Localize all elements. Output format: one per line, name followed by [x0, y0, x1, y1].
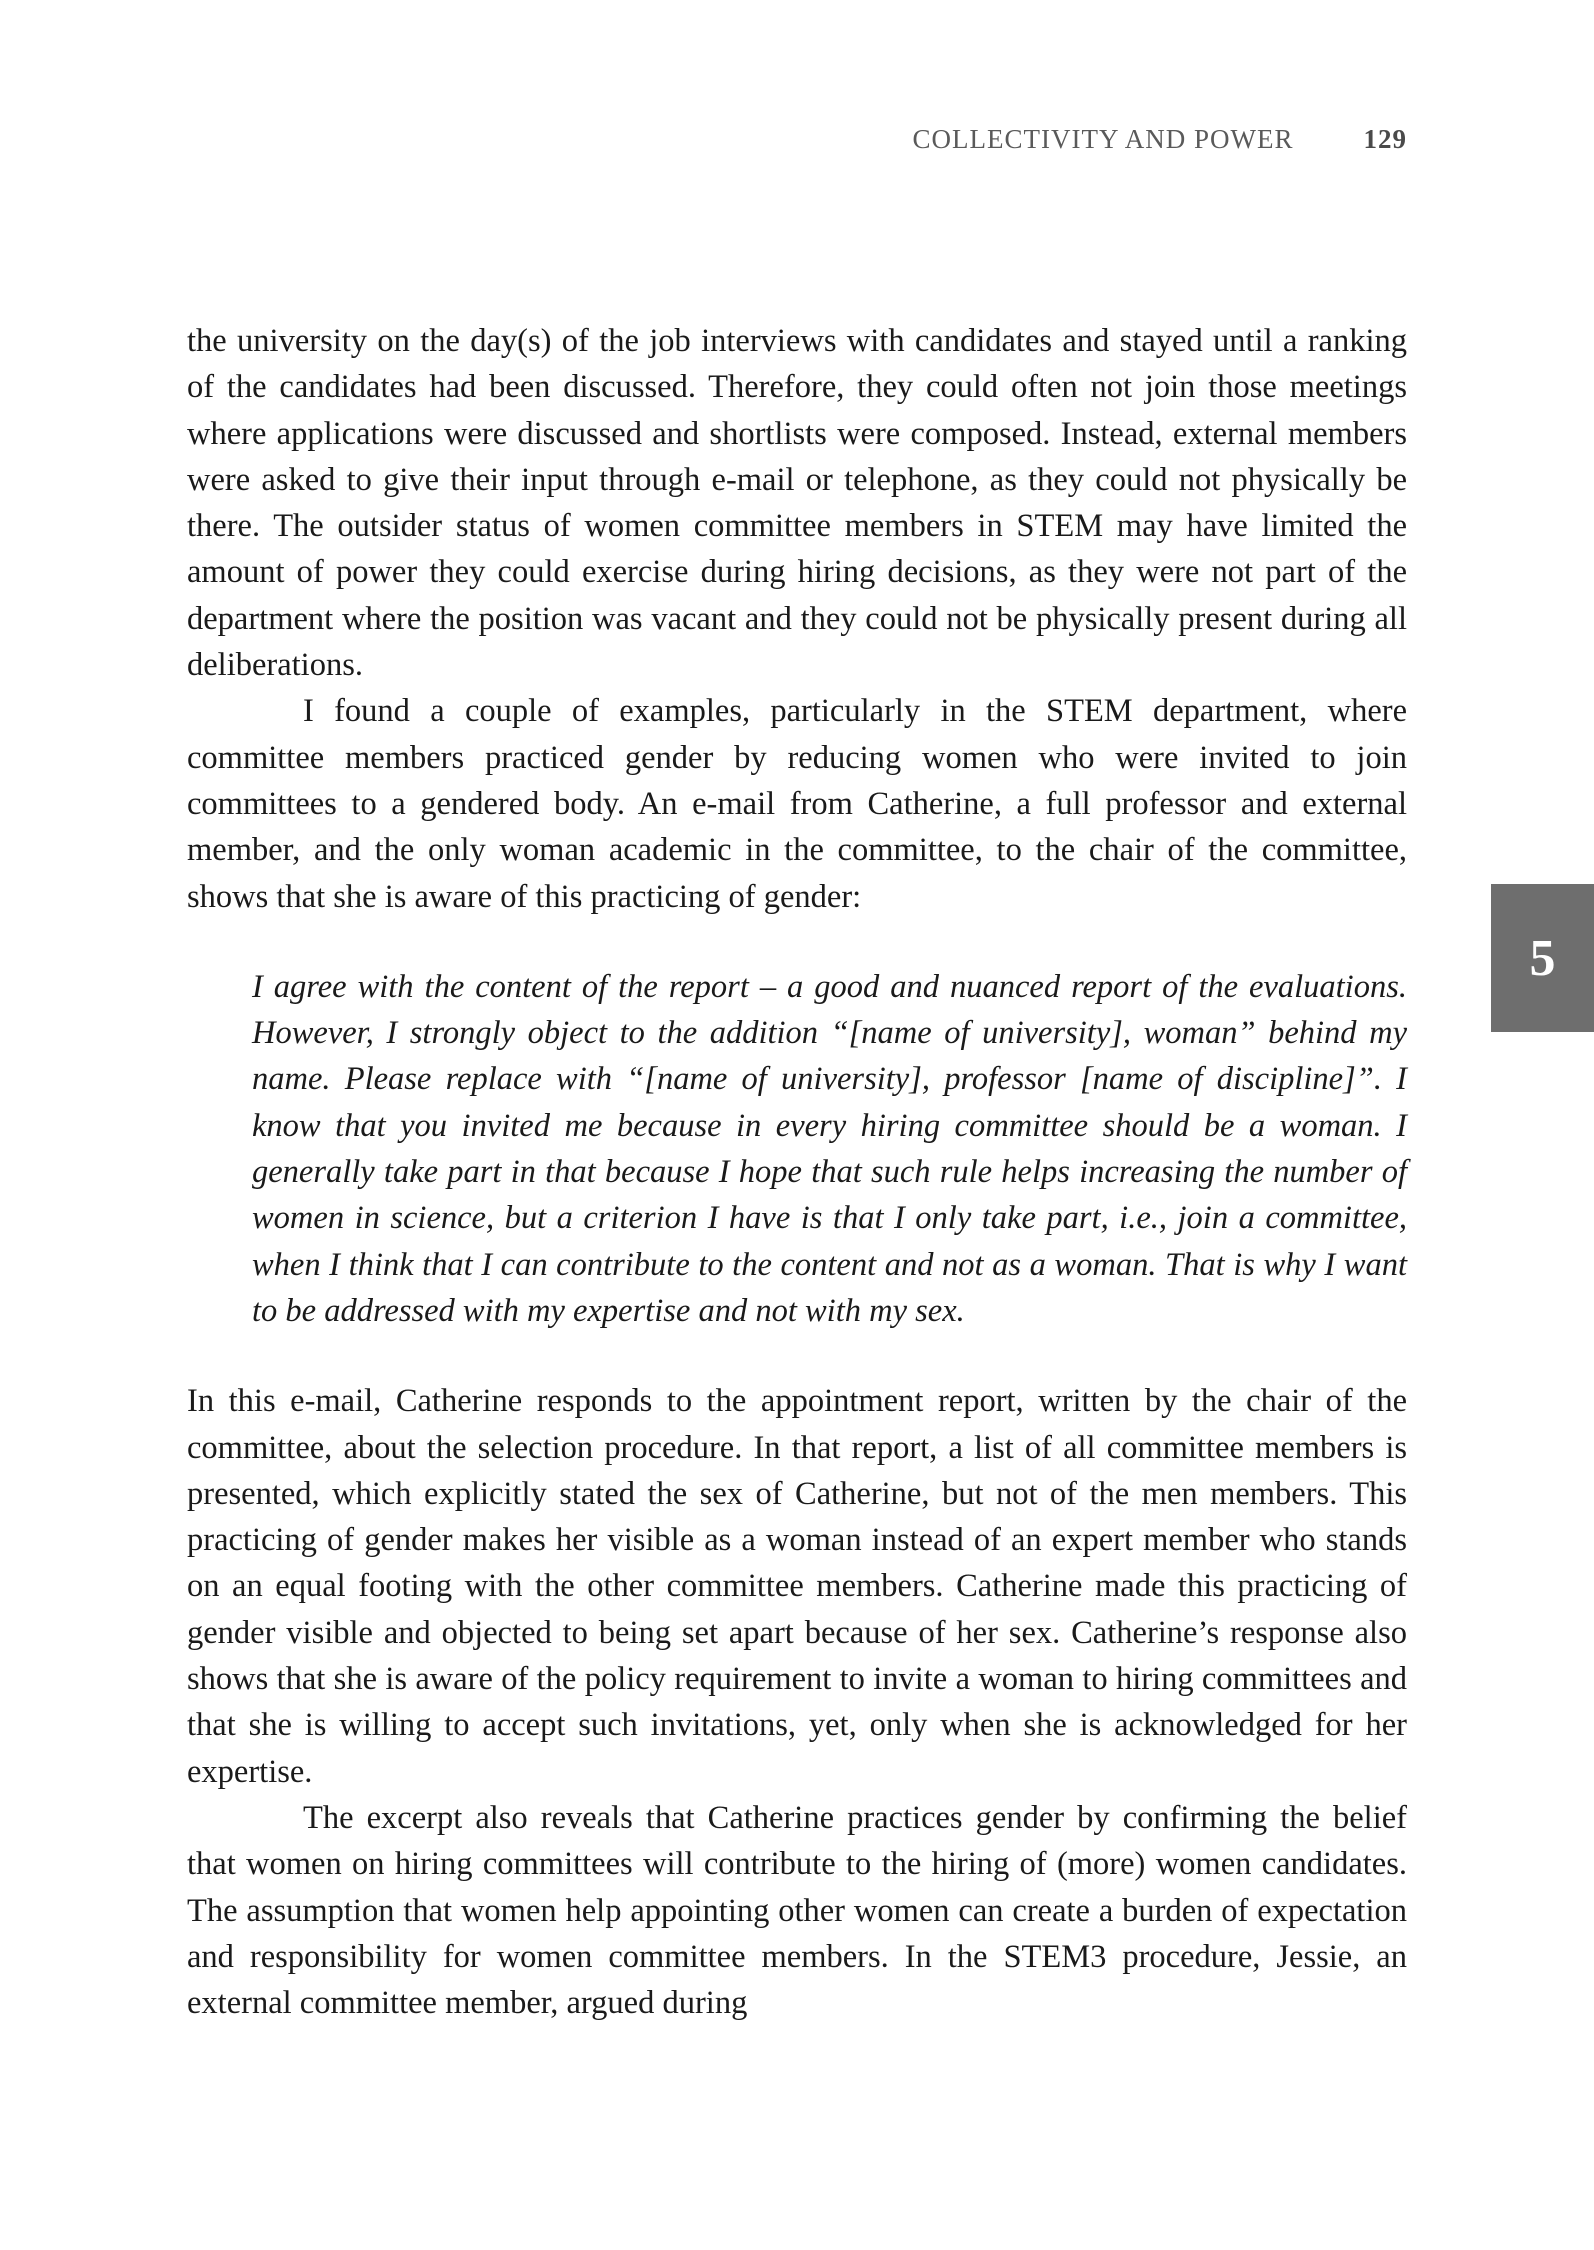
page-number: 129: [1363, 124, 1407, 154]
chapter-tab: [1491, 884, 1594, 1032]
paragraph-continued: the university on the day(s) of the job interviews with candidates and stayed until a ranking of the candidates had been discussed. Therefore, they could often not join those meetings where applications were discussed and shortlists were composed. Instead, external members were asked to give their input through e-mail or telephone, as they could not physically be there. The outsider status of women committee members in STEM may have limited the amount of power they could exercise during hiring decisions, as they were not part of the department where the position was vacant and they could not be physically present during all deliberations.: [187, 323, 1407, 684]
chapter-number: 5: [1529, 929, 1556, 987]
body-text: [187, 318, 1407, 2026]
running-title: COLLECTIVITY AND POWER: [912, 124, 1294, 154]
paragraph-examples: I found a couple of examples, particularly in the STEM department, where committee members practiced gender by reducing women who were invited to join committees to a gendered body. An e-mail from Catherine, a full professor and external member, and the only woman academic in the committee, to the chair of the committee, shows that she is aware of this practicing of gender:: [187, 693, 1407, 915]
email-quote: I agree with the content of the report – a good and nuanced report of the evaluations. However, I strongly object to the addition “[name of university], woman” behind my name. Please replace with “[name of university], professor [name of discipline]”. I know that you invited me because in every hiring committee should be a woman. I generally take part in that because I hope that such rule helps increasing the number of women in science, but a criterion I have is that I only take part, i.e., join a committee, when I think that I can contribute to the content and not as a woman. That is why I want to be addressed with my expertise and not with my sex.: [252, 968, 1407, 1329]
running-header: [913, 124, 1407, 155]
paragraph-excerpt: The excerpt also reveals that Catherine practices gender by confirming the belief that women on hiring committees will contribute to the hiring of (more) women candidates. The assumption that women help appointing other women can create a burden of expectation and responsibility for women committee members. In the STEM3 procedure, Jessie, an external committee member, argued during: [187, 1799, 1407, 2022]
paragraph-email-analysis: In this e-mail, Catherine responds to the appointment report, written by the chair of the committee, about the selection procedure. In that report, a list of all committee members is presented, which explicitly stated the sex of Catherine, but not of the men members. This practicing of gender makes her visible as a woman instead of an expert member who stands on an equal footing with the other committee members. Catherine made this practicing of gender visible and objected to being set apart because of her sex. Catherine’s response also shows that she is aware of the policy requirement to invite a woman to hiring committees and that she is willing to accept such invitations, yet, only when she is acknowledged for her expertise.: [187, 1383, 1407, 1790]
